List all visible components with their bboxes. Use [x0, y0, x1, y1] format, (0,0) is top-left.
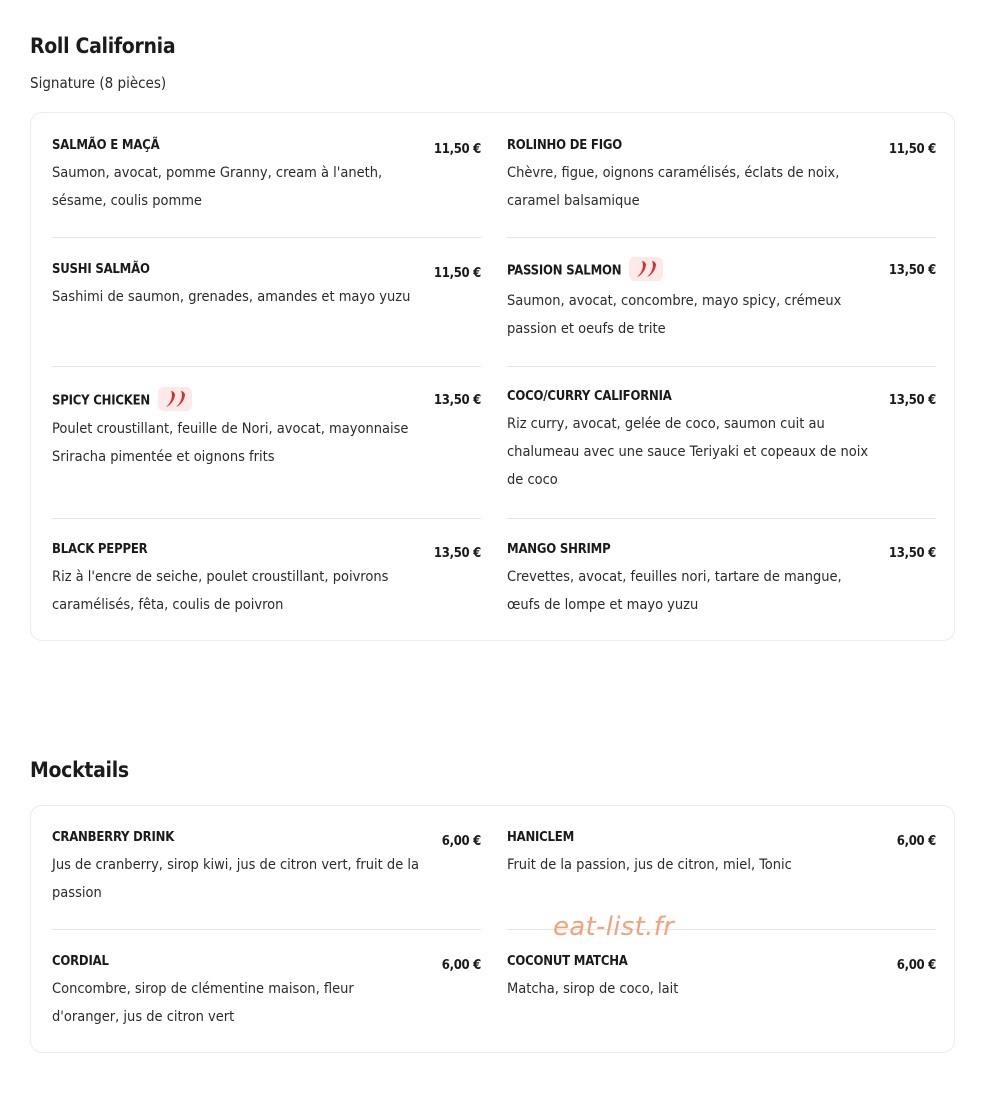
menu-item: [507, 138, 936, 238]
item-price: 6,00 €: [441, 834, 481, 849]
spicy-badge: [158, 387, 192, 411]
item-description: Saumon, avocat, concombre, mayo spicy, crémeux passion et oeufs de trite: [507, 293, 842, 337]
item-description: Concombre, sirop de clémentine maison, fleur d'oranger, jus de citron vert: [52, 981, 354, 1025]
menu-item: [507, 954, 936, 1034]
item-description: Riz curry, avocat, gelée de coco, saumon cuit au chalumeau avec une sauce Teriyaki et copeaux de noix de coco: [507, 416, 869, 488]
item-price: 6,00 €: [896, 958, 936, 973]
item-description: Jus de cranberry, sirop kiwi, jus de citron vert, fruit de la passion: [52, 857, 420, 901]
item-description: Poulet croustillant, feuille de Nori, avocat, mayonnaise Sriracha pimentée et oignons frits: [52, 421, 409, 465]
item-price: 11,50 €: [433, 266, 481, 281]
item-description: Riz à l'encre de seiche, poulet croustillant, poivrons caramélisés, fêta, coulis de poivron: [52, 569, 389, 613]
menu-item: [52, 262, 481, 367]
item-price: 13,50 €: [433, 393, 481, 408]
section-title-roll-california: Roll California: [30, 34, 176, 58]
item-price: 13,50 €: [888, 546, 936, 561]
item-name: SALMÃO E MAÇÃ: [52, 138, 160, 153]
item-description: Saumon, avocat, pomme Granny, cream à l'aneth, sésame, coulis pomme: [52, 165, 383, 209]
menu-item: [52, 954, 481, 1034]
menu-item: [52, 542, 481, 622]
chili-pepper-icon: [629, 257, 663, 281]
item-price: 13,50 €: [888, 263, 936, 278]
item-name-with-badge: [507, 259, 663, 283]
item-price: 11,50 €: [433, 142, 481, 157]
chili-pepper-icon: [158, 387, 192, 411]
item-name: SPICY CHICKEN: [52, 393, 151, 409]
menu-item: [507, 259, 936, 367]
item-name: COCO/CURRY CALIFORNIA: [507, 389, 672, 404]
menu-item: [52, 138, 481, 238]
item-description: Sashimi de saumon, grenades, amandes et mayo yuzu: [52, 289, 411, 305]
section-subtitle-roll-california: Signature (8 pièces): [30, 74, 167, 92]
menu-item: [507, 542, 936, 622]
menu-item: [52, 830, 481, 930]
item-price: 13,50 €: [433, 546, 481, 561]
item-description: Fruit de la passion, jus de citron, miel, Tonic: [507, 857, 792, 873]
watermark: eat-list.fr: [553, 912, 675, 942]
item-name: CRANBERRY DRINK: [52, 830, 175, 845]
item-price: 6,00 €: [441, 958, 481, 973]
item-name-with-badge: [52, 389, 192, 413]
menu-item: [52, 389, 481, 519]
item-name: COCONUT MATCHA: [507, 954, 628, 969]
menu-item: [507, 389, 936, 519]
item-description: Crevettes, avocat, feuilles nori, tartare de mangue, œufs de lompe et mayo yuzu: [507, 569, 842, 613]
item-price: 6,00 €: [896, 834, 936, 849]
item-price: 13,50 €: [888, 393, 936, 408]
menu-card-mocktails: [30, 805, 955, 1053]
item-description: Matcha, sirop de coco, lait: [507, 981, 679, 997]
item-name: HANICLEM: [507, 830, 575, 845]
section-title-mocktails: Mocktails: [30, 758, 129, 782]
item-name: PASSION SALMON: [507, 263, 622, 279]
item-name: SUSHI SALMÃO: [52, 262, 150, 277]
item-name: MANGO SHRIMP: [507, 542, 611, 557]
menu-card-roll-california: [30, 112, 955, 641]
spicy-badge: [629, 257, 663, 281]
item-price: 11,50 €: [888, 142, 936, 157]
item-name: BLACK PEPPER: [52, 542, 148, 557]
item-name: ROLINHO DE FIGO: [507, 138, 622, 153]
item-name: CORDIAL: [52, 954, 109, 969]
item-description: Chèvre, figue, oignons caramélisés, éclats de noix, caramel balsamique: [507, 165, 840, 209]
